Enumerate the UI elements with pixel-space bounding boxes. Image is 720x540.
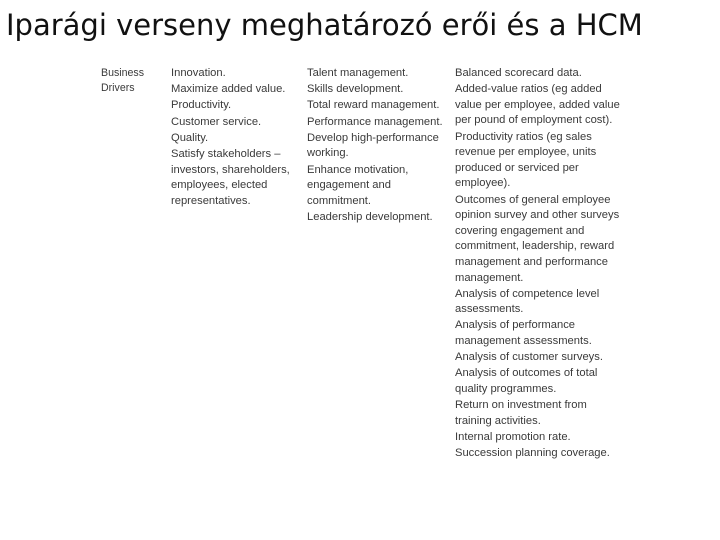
practice-item: Enhance motivation, engagement and commitment. xyxy=(307,163,409,207)
page-title: Iparági verseny meghatározó erői és a HCM xyxy=(6,8,643,42)
practice-item: Performance management. xyxy=(307,115,443,128)
objective-item: Satisfy stakeholders – investors, shareholders, employees, elected representatives. xyxy=(171,147,290,207)
business-drivers-column xyxy=(101,66,153,97)
practice-item: Leadership development. xyxy=(307,210,433,223)
metric-item: Analysis of customer surveys. xyxy=(455,351,603,364)
practice-item: Develop high-performance working. xyxy=(307,131,439,160)
metrics-column xyxy=(455,66,625,462)
metric-item: Analysis of outcomes of total quality programmes. xyxy=(455,367,598,396)
objective-item: Innovation. xyxy=(171,67,226,79)
business-drivers-label: Business Drivers xyxy=(101,67,144,94)
metric-item: Balanced scorecard data. xyxy=(455,67,582,79)
metric-item: Return on investment from training activities. xyxy=(455,399,587,427)
metric-item: Productivity ratios (eg sales revenue per employee, units produced or serviced per employee). xyxy=(455,130,597,190)
objective-item: Customer service. xyxy=(171,115,262,128)
metric-item: Analysis of competence level assessments. xyxy=(455,287,600,316)
metric-item: Outcomes of general employee opinion survey and other surveys covering engagement and commitment, leadership, reward management and performance management. xyxy=(455,193,620,284)
practices-column xyxy=(307,66,447,226)
metric-item: Succession planning coverage. xyxy=(455,447,610,460)
objectives-column xyxy=(171,66,301,210)
practice-item: Skills development. xyxy=(307,83,404,96)
metric-item: Internal promotion rate. xyxy=(455,431,571,443)
objective-item: Maximize added value. xyxy=(171,83,286,96)
objective-item: Productivity. xyxy=(171,99,232,112)
practice-item: Total reward management. xyxy=(307,99,440,112)
metric-item: Analysis of performance management assessments. xyxy=(455,319,592,348)
metric-item: Added-value ratios (eg added value per employee, added value per pound of employment cost). xyxy=(455,83,620,127)
practice-item: Talent management. xyxy=(307,67,409,79)
objective-item: Quality. xyxy=(171,131,209,144)
